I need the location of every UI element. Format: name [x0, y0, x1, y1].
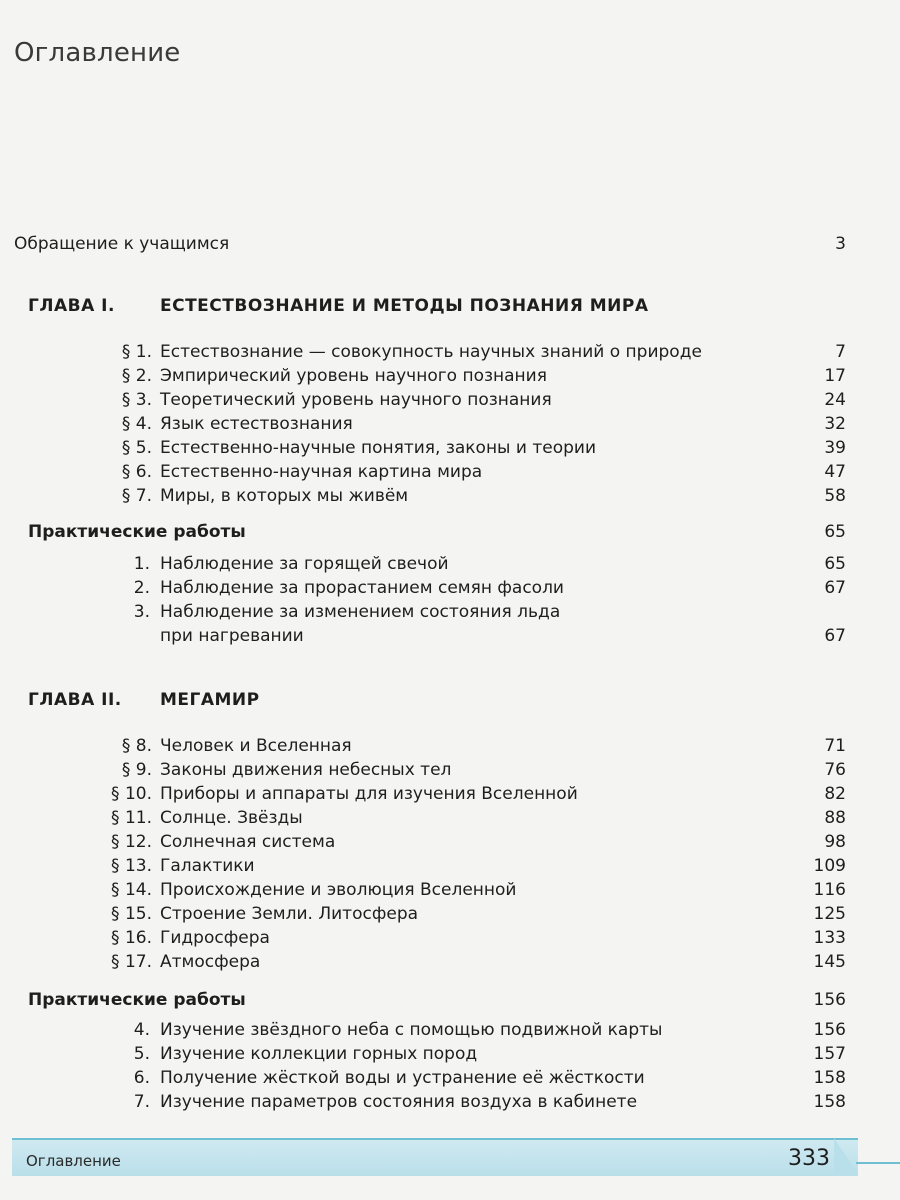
- toc-row-section[interactable]: [90, 460, 846, 484]
- toc-page-number: 116: [808, 878, 846, 902]
- toc-label: Наблюдение за прорастанием семян фасоли: [160, 576, 570, 600]
- toc-label: Получение жёсткой воды и устранение её жёсткости: [160, 1066, 651, 1090]
- toc-label: Естествознание — совокупность научных знаний о природе: [160, 340, 708, 364]
- toc-item-number: 3.: [90, 600, 150, 624]
- toc-item-number: § 15.: [90, 902, 152, 926]
- toc-page-number: 76: [818, 758, 846, 782]
- toc-row-section[interactable]: [90, 734, 846, 758]
- toc-item-number: § 13.: [90, 854, 152, 878]
- toc-item-number: 5.: [90, 1042, 150, 1066]
- toc-page-number: 145: [808, 950, 846, 974]
- toc-row-section[interactable]: [90, 854, 846, 878]
- toc-row-practical[interactable]: [28, 520, 846, 544]
- toc-item-number: § 4.: [90, 412, 152, 436]
- toc-item-number: § 6.: [90, 460, 152, 484]
- toc-row-section[interactable]: [90, 484, 846, 508]
- page-number: 333: [788, 1146, 830, 1171]
- toc-label: Практические работы: [28, 988, 252, 1012]
- footer-band: [12, 1138, 858, 1176]
- toc-label: Естественно-научные понятия, законы и теории: [160, 436, 602, 460]
- toc-item-number: § 9.: [90, 758, 152, 782]
- toc-item-number: § 5.: [90, 436, 152, 460]
- toc-row-practical-item[interactable]: [90, 1066, 846, 1090]
- chapter-number: ГЛАВА I.: [28, 296, 115, 316]
- toc-item-number: § 11.: [90, 806, 152, 830]
- toc-row-section[interactable]: [90, 388, 846, 412]
- chapter-title: МЕГАМИР: [160, 690, 260, 710]
- toc-row-section[interactable]: [90, 340, 846, 364]
- page-title: Оглавление: [14, 38, 181, 68]
- toc-label: Строение Земли. Литосфера: [160, 902, 424, 926]
- toc-label: Естественно-научная картина мира: [160, 460, 488, 484]
- toc-item-number: 4.: [90, 1018, 150, 1042]
- toc-item-number: § 1.: [90, 340, 152, 364]
- toc-page-number: 17: [818, 364, 846, 388]
- toc-page-number: 157: [808, 1042, 846, 1066]
- toc-label: Наблюдение за изменением состояния льда: [160, 600, 566, 624]
- toc-row-section[interactable]: [90, 436, 846, 460]
- toc-label: Атмосфера: [160, 950, 266, 974]
- toc-item-number: § 7.: [90, 484, 152, 508]
- toc-item-number: § 16.: [90, 926, 152, 950]
- toc-page-number: 158: [808, 1090, 846, 1114]
- footer-section-label: Оглавление: [26, 1152, 121, 1170]
- toc-page-number: 58: [818, 484, 846, 508]
- toc-page-number: 133: [808, 926, 846, 950]
- footer-corner: [834, 1138, 858, 1174]
- toc-item-number: 1.: [90, 552, 150, 576]
- toc-page-number: 67: [818, 576, 846, 600]
- toc-label: Изучение коллекции горных пород: [160, 1042, 483, 1066]
- toc-item-number: § 2.: [90, 364, 152, 388]
- toc-label: Происхождение и эволюция Вселенной: [160, 878, 523, 902]
- toc-label: при нагревании: [160, 624, 310, 648]
- toc-item-number: § 8.: [90, 734, 152, 758]
- toc-item-number: 7.: [90, 1090, 150, 1114]
- toc-page-number: 3: [829, 232, 846, 256]
- toc-page-number: 65: [818, 552, 846, 576]
- toc-label: Изучение звёздного неба с помощью подвижной карты: [160, 1018, 668, 1042]
- toc-row-practical-item[interactable]: [90, 600, 846, 624]
- toc-label: Приборы и аппараты для изучения Вселенной: [160, 782, 584, 806]
- toc-row-practical-item[interactable]: [90, 1018, 846, 1042]
- toc-item-number: 6.: [90, 1066, 150, 1090]
- toc-page-number: 156: [808, 1018, 846, 1042]
- toc-row-section[interactable]: [90, 758, 846, 782]
- toc-row-section[interactable]: [90, 878, 846, 902]
- toc-row-practical[interactable]: [28, 988, 846, 1012]
- toc-page-number: 7: [829, 340, 846, 364]
- toc-page-number: 109: [808, 854, 846, 878]
- toc-page-number: 71: [818, 734, 846, 758]
- toc-label: Законы движения небесных тел: [160, 758, 457, 782]
- toc-page-number: 158: [808, 1066, 846, 1090]
- toc-label: Галактики: [160, 854, 261, 878]
- toc-page-number: 32: [818, 412, 846, 436]
- toc-item-number: § 14.: [90, 878, 152, 902]
- toc-item-number: § 3.: [90, 388, 152, 412]
- toc-row-section[interactable]: [90, 412, 846, 436]
- toc-label: Обращение к учащимся: [14, 232, 235, 256]
- toc-row-practical-item[interactable]: [90, 1090, 846, 1114]
- footer-rule: [856, 1162, 900, 1164]
- toc-page-number: 156: [808, 988, 846, 1012]
- toc-label: Гидросфера: [160, 926, 276, 950]
- toc-row-section[interactable]: [90, 806, 846, 830]
- toc-row-intro[interactable]: [14, 232, 846, 256]
- chapter-title: ЕСТЕСТВОЗНАНИЕ И МЕТОДЫ ПОЗНАНИЯ МИРА: [160, 296, 649, 316]
- toc-label: Солнечная система: [160, 830, 341, 854]
- toc-row-section[interactable]: [90, 830, 846, 854]
- toc-label: Теоретический уровень научного познания: [160, 388, 558, 412]
- toc-item-number: § 10.: [90, 782, 152, 806]
- toc-row-practical-item[interactable]: [90, 576, 846, 600]
- toc-page-number: 39: [818, 436, 846, 460]
- toc-label: Эмпирический уровень научного познания: [160, 364, 553, 388]
- toc-row-practical-item[interactable]: [90, 1042, 846, 1066]
- toc-page-number: 24: [818, 388, 846, 412]
- toc-row-section[interactable]: [90, 782, 846, 806]
- toc-page-number: 47: [818, 460, 846, 484]
- toc-row-practical-item[interactable]: [90, 552, 846, 576]
- toc-row-section[interactable]: [90, 950, 846, 974]
- toc-page-number: 82: [818, 782, 846, 806]
- toc-row-section[interactable]: [90, 926, 846, 950]
- toc-label: Человек и Вселенная: [160, 734, 358, 758]
- toc-page-number: 88: [818, 806, 846, 830]
- toc-label: Миры, в которых мы живём: [160, 484, 414, 508]
- toc-item-number: § 12.: [90, 830, 152, 854]
- toc-row-practical-item-continued[interactable]: [90, 624, 846, 648]
- chapter-number: ГЛАВА II.: [28, 690, 122, 710]
- toc-label: Наблюдение за горящей свечой: [160, 552, 455, 576]
- toc-page-number: 125: [808, 902, 846, 926]
- toc-row-section[interactable]: [90, 902, 846, 926]
- toc-page-number: 65: [818, 520, 846, 544]
- toc-page-number: 67: [818, 624, 846, 648]
- toc-label: Изучение параметров состояния воздуха в кабинете: [160, 1090, 643, 1114]
- toc-row-section[interactable]: [90, 364, 846, 388]
- toc-label: Язык естествознания: [160, 412, 359, 436]
- toc-label: Солнце. Звёзды: [160, 806, 309, 830]
- toc-item-number: 2.: [90, 576, 150, 600]
- toc-item-number: § 17.: [90, 950, 152, 974]
- toc-page-number: 98: [818, 830, 846, 854]
- toc-label: Практические работы: [28, 520, 252, 544]
